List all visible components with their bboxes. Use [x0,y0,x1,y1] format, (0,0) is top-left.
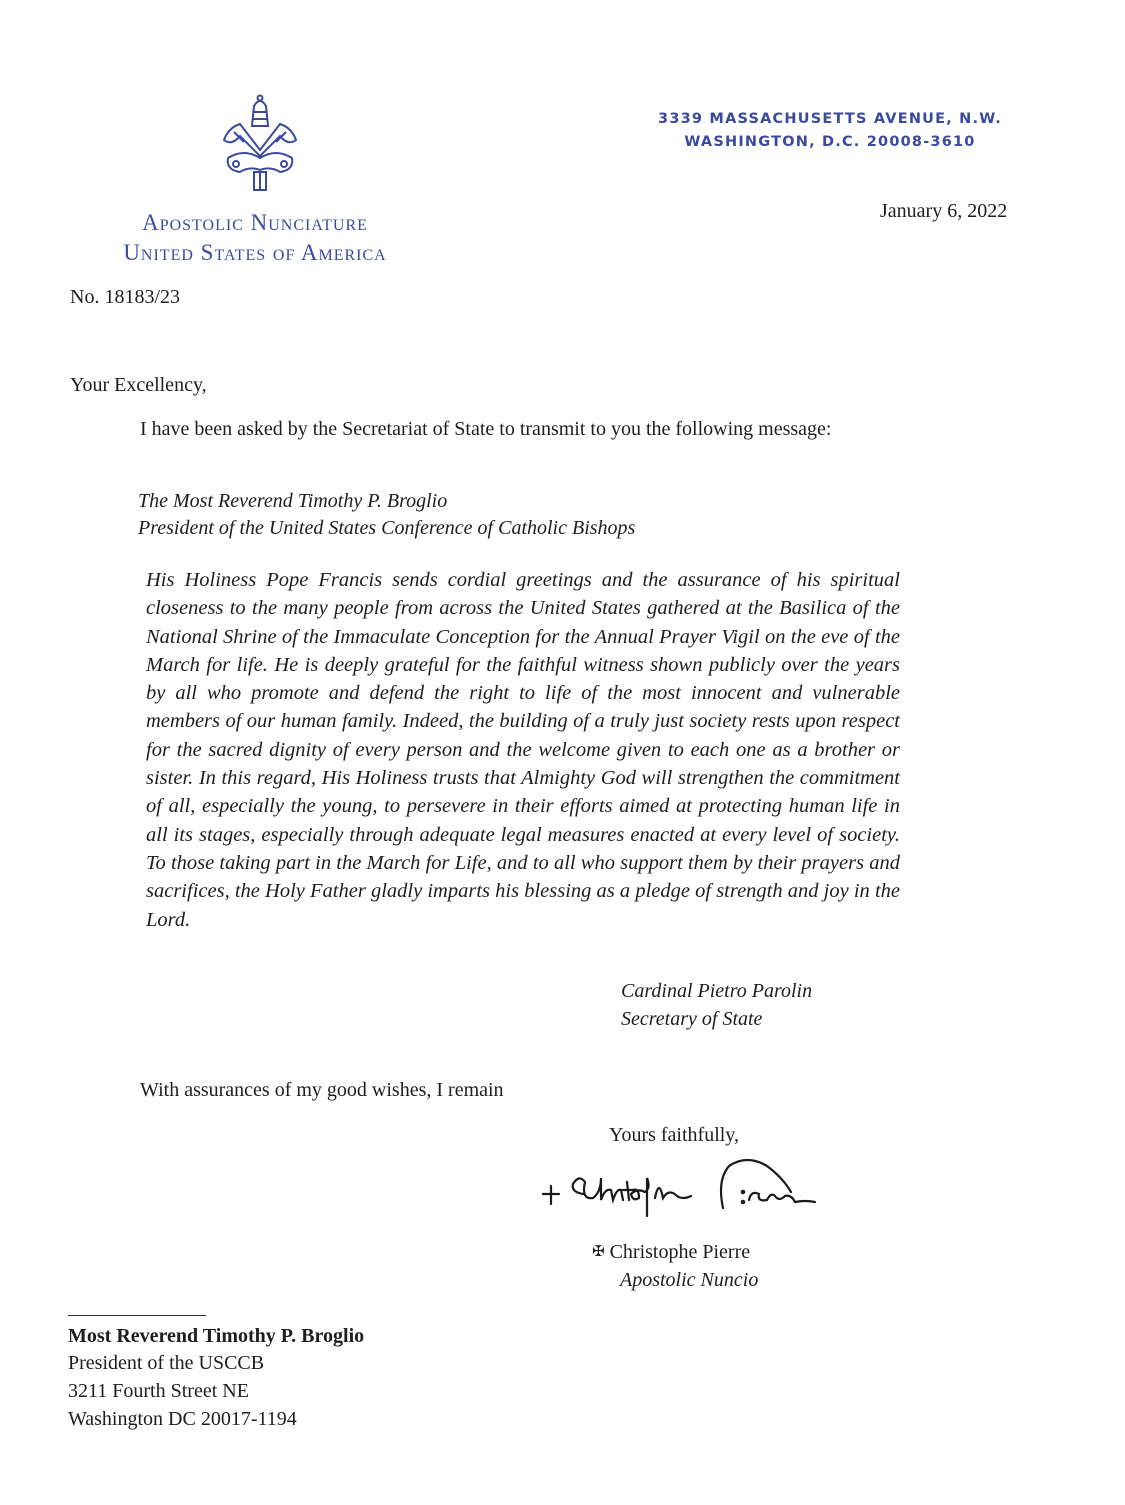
valediction: Yours faithfully, [609,1124,740,1146]
divider-line [68,1315,206,1316]
nuncio-title: Apostolic Nuncio [620,1269,759,1291]
message-signatory-title: Secretary of State [621,1008,763,1030]
recipient-street: 3211 Fourth Street NE [68,1380,249,1402]
handwritten-signature [535,1148,825,1220]
nuncio-name: Christophe Pierre [609,1241,751,1263]
closing-line: With assurances of my good wishes, I remain [140,1079,504,1101]
letter-date: January 6, 2022 [880,200,1008,222]
reference-number: No. 18183/23 [70,286,180,308]
message-addressee: The Most Reverend Timothy P. Broglio [138,490,448,512]
nuncio-name-line [592,1241,750,1264]
recipient-city: Washington DC 20017-1194 [68,1408,297,1430]
address-line-1: 3339 MASSACHUSETTS AVENUE, N.W. [658,111,1002,127]
papal-crest-icon [214,92,306,194]
address-line-2: WASHINGTON, D.C. 20008-3610 [684,134,976,150]
message-signatory-name: Cardinal Pietro Parolin [621,980,813,1002]
message-body: His Holiness Pope Francis sends cordial greetings and the assurance of his spiritual closeness to the many people from across the United States gathered at the Basilica of the National Shrine of the Immaculate Conception for the Annual Prayer Vigil on the eve of the March for life. He is deeply grateful for the faithful witness shown publicly over the years by all who promote and defend the right to life of the most innocent and vulnerable members of our human family. Indeed, the building of a truly just society rests upon respect for the sacred dignity of every person and the welcome given to each one as a brother or sister. In this regard, His Holiness trusts that Almighty God will strengthen the commitment of all, especially the young, to persevere in their efforts aimed at protecting human life in all its stages, especially through adequate legal measures enacted at every level of society. To those taking part in the March for Life, and to all who support them by their prayers and sacrifices, the Holy Father gladly imparts his blessing as a pledge of strength and joy in the Lord. [146,569,900,931]
org-country: United States of America [123,240,387,265]
recipient-name: Most Reverend Timothy P. Broglio [68,1325,365,1347]
message-addressee-title: President of the United States Conference of Catholic Bishops [138,517,636,539]
recipient-title: President of the USCCB [68,1352,265,1374]
org-name: Apostolic Nunciature [142,210,368,235]
salutation: Your Excellency, [70,374,207,396]
maltese-cross-icon: ✠ [592,1242,605,1260]
intro-text: I have been asked by the Secretariat of State to transmit to you the following message: [140,418,832,440]
